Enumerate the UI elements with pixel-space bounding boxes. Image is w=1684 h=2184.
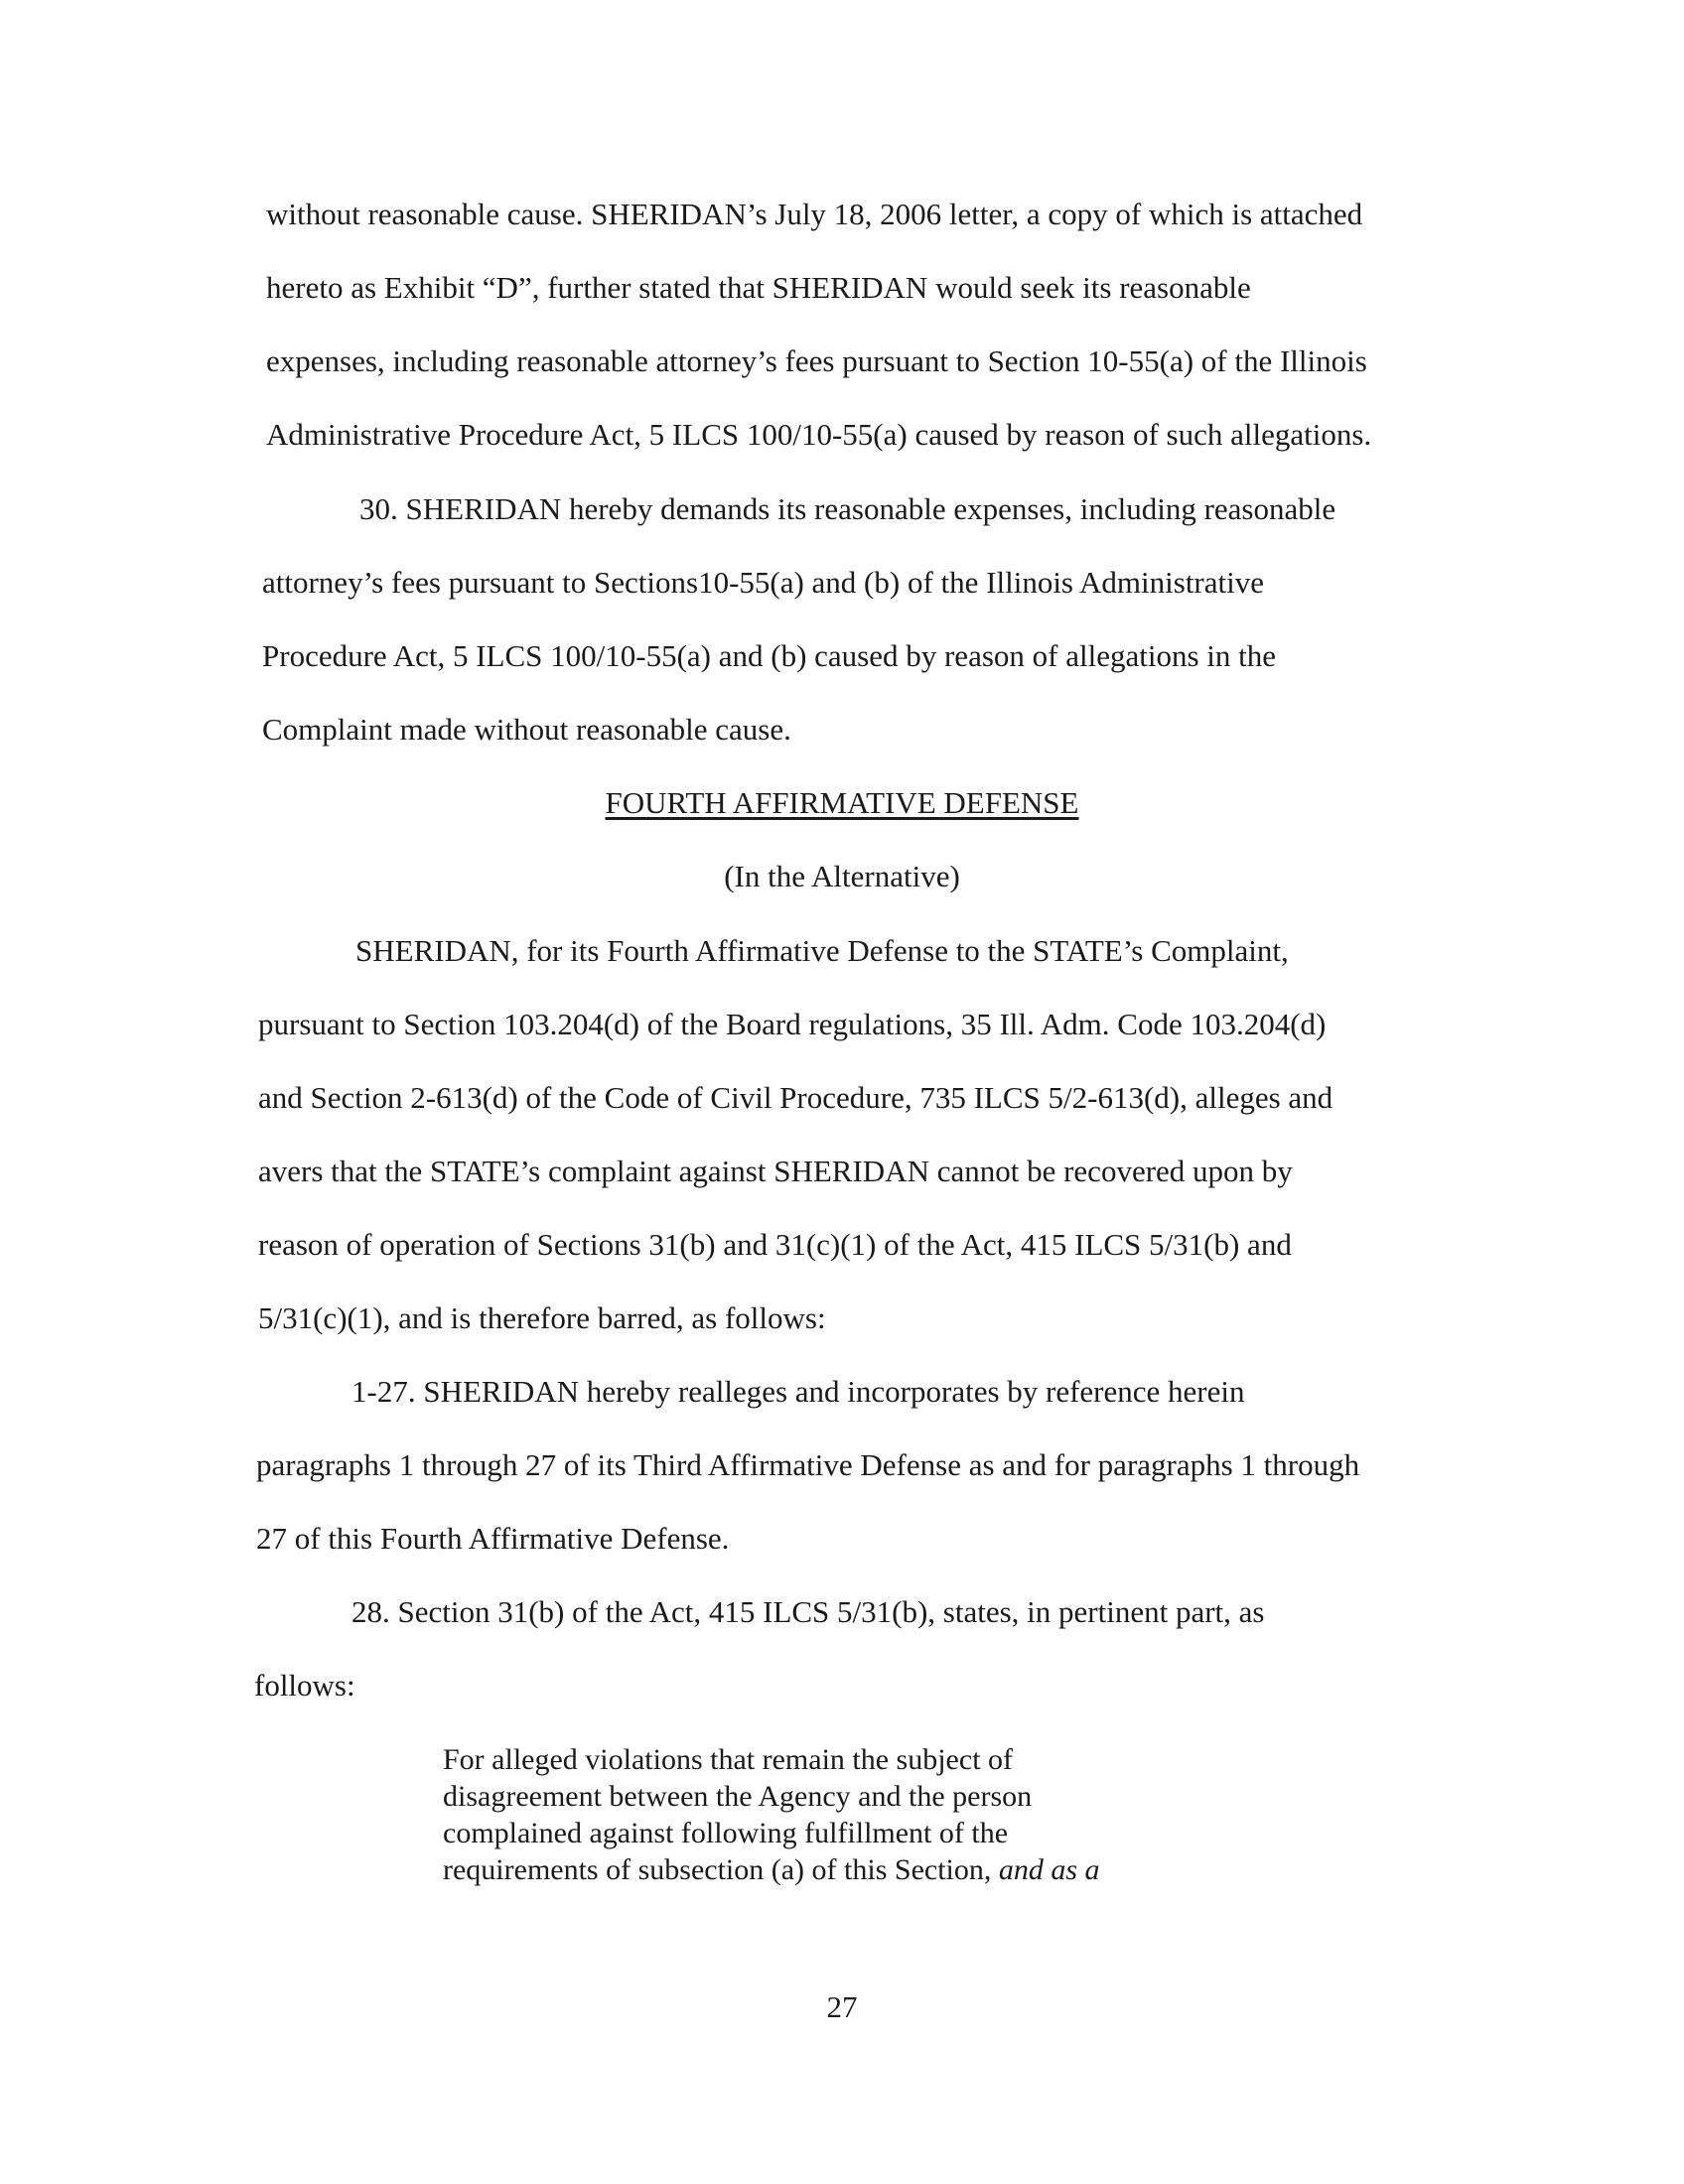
intro-line-3: and Section 2-613(d) of the Code of Civil Procedure, 735 ILCS 5/2-613(d), alleges and (258, 1080, 1333, 1115)
section-subheading: (In the Alternative) (724, 859, 960, 893)
block-quote-line-1: For alleged violations that remain the subject of (443, 1743, 1014, 1776)
carryover-line-1: without reasonable cause. SHERIDAN’s July 18, 2006 letter, a copy of which is attached (266, 197, 1363, 231)
intro-line-4: avers that the STATE’s complaint against SHERIDAN cannot be recovered upon by (258, 1154, 1293, 1188)
intro-line-5: reason of operation of Sections 31(b) and 31(c)(1) of the Act, 415 ILCS 5/31(b) and (258, 1227, 1292, 1262)
block-quote-line-4-text: requirements of subsection (a) of this Section, (443, 1853, 992, 1886)
block-quote-emphasis: and as a (998, 1853, 1100, 1886)
paragraph-30-line-4: Complaint made without reasonable cause. (262, 712, 791, 747)
paragraph-1-27-line-1: 1-27. SHERIDAN hereby realleges and incorporates by reference herein (351, 1374, 1245, 1409)
paragraph-30-line-3: Procedure Act, 5 ILCS 100/10-55(a) and (b) caused by reason of allegations in the (262, 638, 1276, 673)
paragraph-1-27-line-2: paragraphs 1 through 27 of its Third Affirmative Defense as and for paragraphs 1 through (256, 1447, 1360, 1482)
paragraph-28-line-1: 28. Section 31(b) of the Act, 415 ILCS 5/31(b), states, in pertinent part, as (351, 1594, 1265, 1629)
carryover-line-4: Administrative Procedure Act, 5 ILCS 100/10-55(a) caused by reason of such allegations. (266, 417, 1372, 452)
paragraph-1-27-line-3: 27 of this Fourth Affirmative Defense. (256, 1521, 730, 1556)
page-number: 27 (826, 1989, 858, 2024)
section-heading-text: FOURTH AFFIRMATIVE DEFENSE (605, 785, 1079, 820)
paragraph-28-line-2: follows: (254, 1668, 355, 1703)
intro-line-1: SHERIDAN, for its Fourth Affirmative Defense to the STATE’s Complaint, (355, 933, 1289, 968)
section-heading (0, 783, 1684, 823)
carryover-line-3: expenses, including reasonable attorney’s fees pursuant to Section 10-55(a) of the Illinois (266, 343, 1367, 378)
carryover-line-2: hereto as Exhibit “D”, further stated that SHERIDAN would seek its reasonable (266, 270, 1251, 305)
block-quote-line-2: disagreement between the Agency and the person (443, 1780, 1033, 1813)
paragraph-30-line-2: attorney’s fees pursuant to Sections10-55(a) and (b) of the Illinois Administrative (262, 565, 1264, 600)
intro-line-2: pursuant to Section 103.204(d) of the Board regulations, 35 Ill. Adm. Code 103.204(d) (258, 1007, 1327, 1041)
block-quote-line-4 (443, 1852, 1100, 1888)
block-quote-line-3: complained against following fulfillment of the (443, 1817, 1009, 1849)
intro-line-6: 5/31(c)(1), and is therefore barred, as follows: (258, 1300, 826, 1335)
paragraph-30-line-1: 30. SHERIDAN hereby demands its reasonable expenses, including reasonable (359, 491, 1336, 526)
